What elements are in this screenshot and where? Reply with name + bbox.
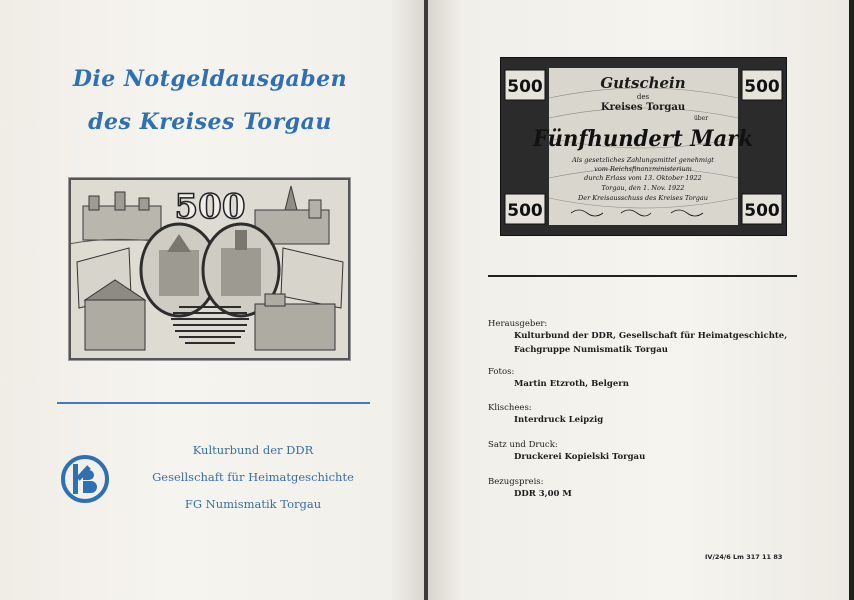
plates-label: Klischees: <box>488 403 532 413</box>
banknote-illustration <box>501 58 786 235</box>
banknote-issuer: Kreises Torgau <box>600 102 686 113</box>
cover-title-line-2: des Kreises Torgau <box>88 109 332 135</box>
photos-value: Martin Etzroth, Belgern <box>514 379 629 389</box>
denomination-numerals: 500 <box>174 187 246 227</box>
photos-label: Fotos: <box>488 367 515 377</box>
page-edge <box>849 0 854 600</box>
publisher-label: Herausgeber: <box>488 319 548 329</box>
title-page <box>428 0 849 600</box>
price-value: DDR 3,00 M <box>514 489 572 499</box>
cover-title-line-1: Die Notgeldausgaben <box>72 66 348 92</box>
banknote-date: Torgau, den 1. Nov. 1922 <box>601 184 685 192</box>
banknote-heading: Gutschein <box>600 74 686 92</box>
cover-page <box>0 0 424 600</box>
corner-value-top-right: 500 <box>744 77 780 97</box>
banknote-authority: Der Kreisausschuss des Kreises Torgau <box>578 194 708 202</box>
banknote-image <box>500 57 787 236</box>
banknote-des: des <box>636 93 650 101</box>
plates-value: Interdruck Leipzig <box>514 415 604 425</box>
banknote-text-1: Als gesetzliches Zahlungsmittel genehmigt <box>572 156 714 164</box>
credit-publisher <box>488 319 787 357</box>
price-label: Bezugspreis: <box>488 477 544 487</box>
banknote-amount: Fünfhundert Mark <box>532 126 753 152</box>
corner-value-bottom-right: 500 <box>744 201 780 221</box>
section-name-line: FG Numismatik Torgau <box>184 497 322 511</box>
society-name-line: Gesellschaft für Heimatgeschichte <box>152 470 354 484</box>
credit-print <box>488 440 645 464</box>
kulturbund-logo-icon <box>61 455 109 503</box>
credit-photos <box>488 367 629 391</box>
club-name-line: Kulturbund der DDR <box>192 443 314 457</box>
banknote-ueber: über <box>693 115 709 122</box>
credit-price <box>488 477 572 501</box>
print-label: Satz und Druck: <box>488 440 558 450</box>
notgeld-illustration <box>69 178 350 360</box>
title-divider <box>488 275 797 277</box>
credit-plates <box>488 403 603 427</box>
print-imprint: IV/24/6 Lm 317 11 83 <box>705 553 783 561</box>
print-value: Druckerei Kopielski Torgau <box>514 452 646 462</box>
cover-notgeld-image <box>68 177 351 361</box>
corner-value-bottom-left: 500 <box>507 201 543 221</box>
publisher-line-1: Kulturbund der DDR, Gesellschaft für Heimatgeschichte, <box>514 331 788 341</box>
banknote-text-3: durch Erlass vom 13. Oktober 1922 <box>584 174 702 182</box>
cover-divider <box>57 402 370 404</box>
publisher-line-2: Fachgruppe Numismatik Torgau <box>514 345 668 355</box>
corner-value-top-left: 500 <box>507 77 543 97</box>
banknote-text-2: vom Reichsfinanzministerium <box>594 165 692 173</box>
